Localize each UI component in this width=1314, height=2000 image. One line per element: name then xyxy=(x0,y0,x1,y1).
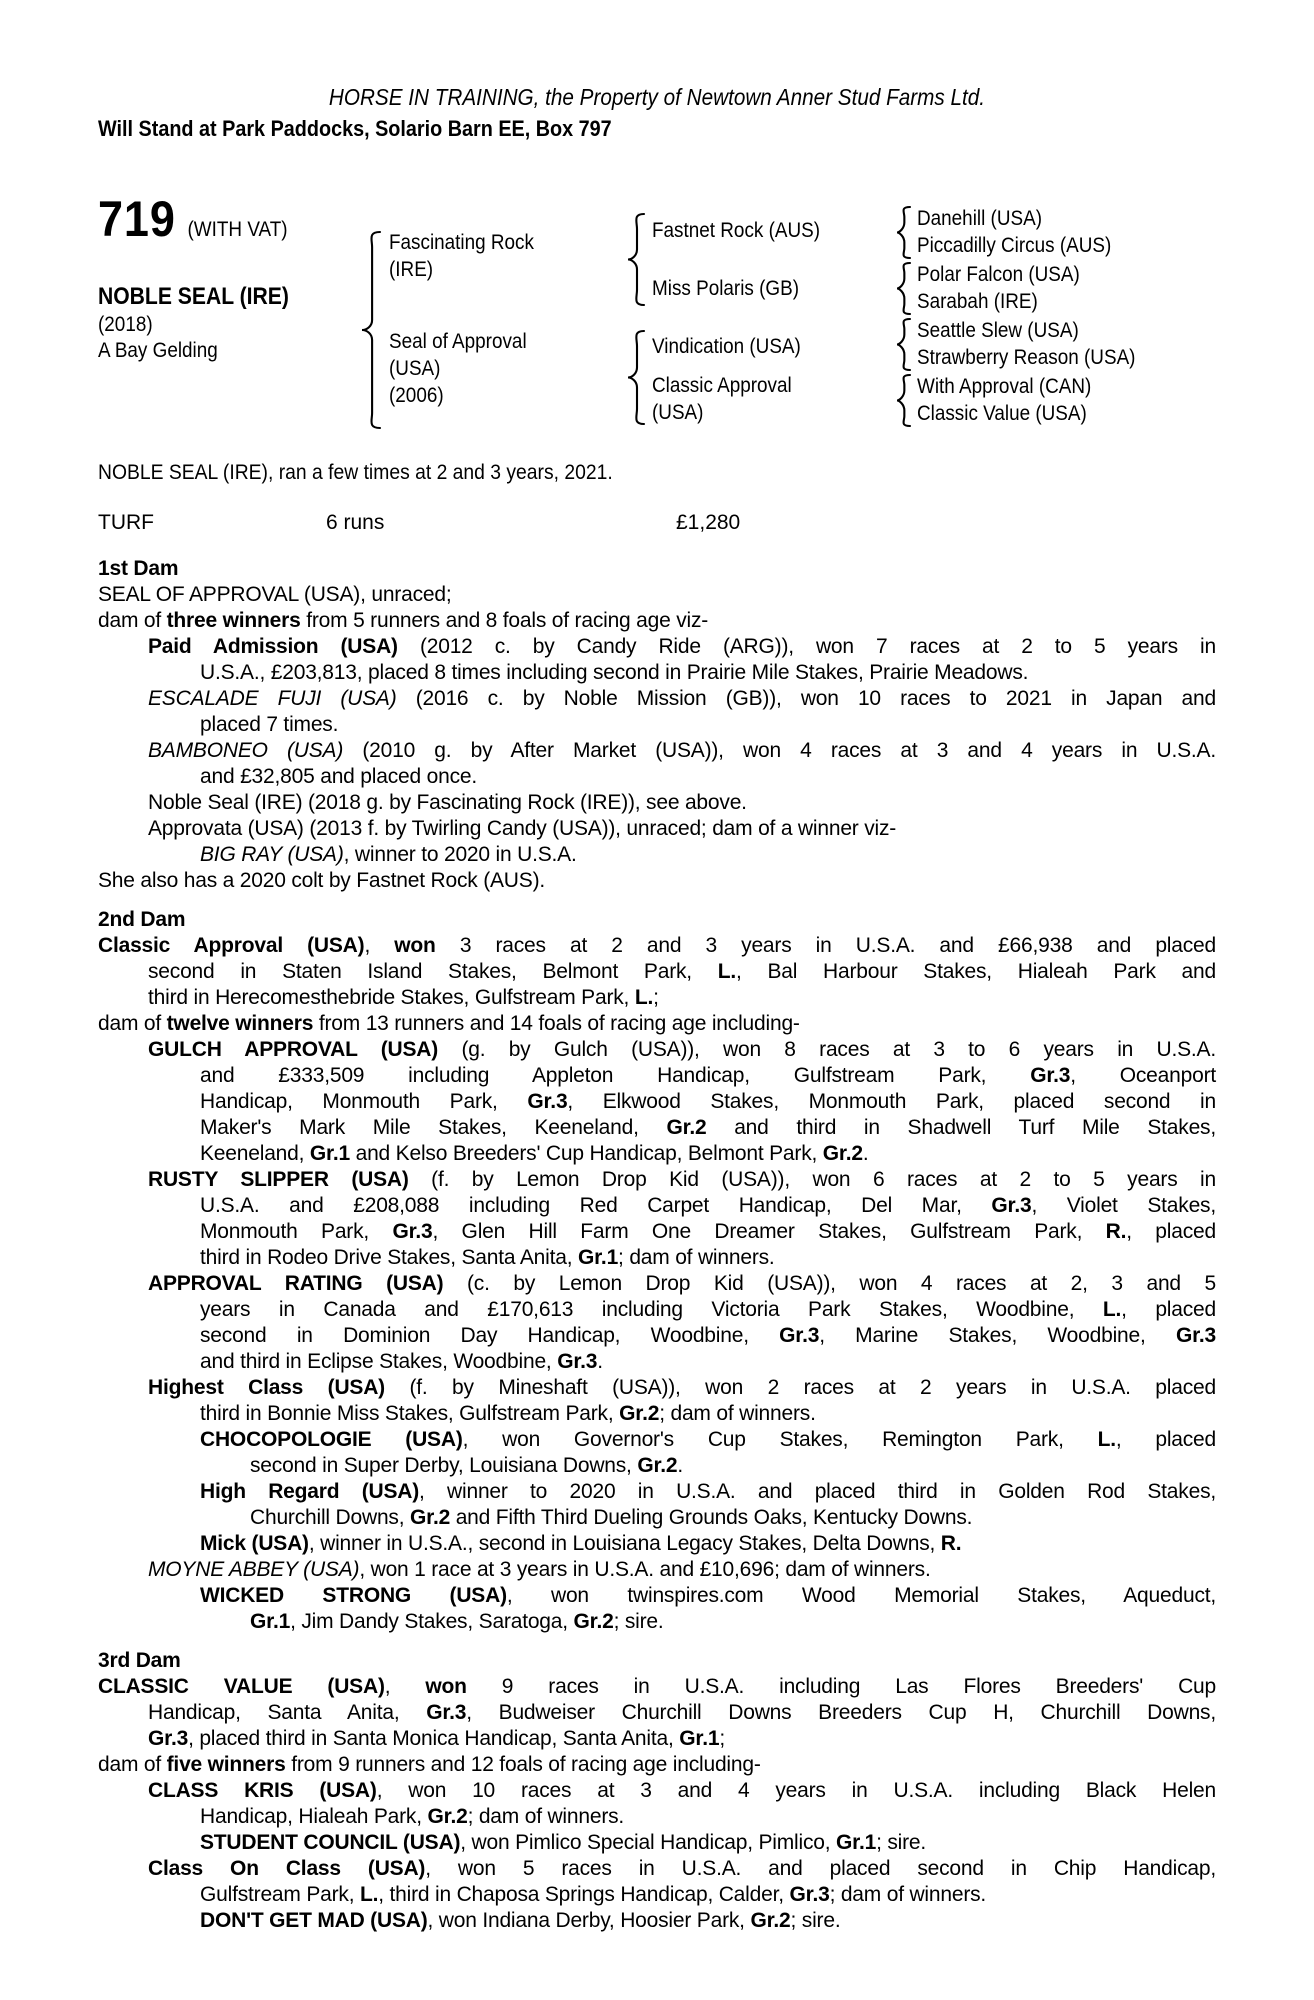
pedigree-text-line: Paid Admission (USA) (2012 c. by Candy Ride (ARG)), won 7 races at 2 to 5 years in xyxy=(148,635,1216,658)
pedigree-text-line: Gulfstream Park, L., third in Chaposa Springs Handicap, Calder, Gr.3; dam of winners. xyxy=(200,1883,987,1906)
pedigree-text-line: and £32,805 and placed once. xyxy=(200,765,477,788)
runs-value: 6 runs xyxy=(326,511,385,534)
pedigree-brace xyxy=(895,373,912,428)
horse-name: NOBLE SEAL (IRE) xyxy=(98,283,289,310)
dam-section xyxy=(98,556,1216,894)
pedigree-text-line: second in Staten Island Stakes, Belmont Park, L., Bal Harbour Stakes, Hialeah Park and xyxy=(148,960,1216,983)
granddam-paternal xyxy=(652,275,799,302)
vat-note: (WITH VAT) xyxy=(187,218,288,241)
property-line: HORSE IN TRAINING, the Property of Newtown Anner Stud Farms Ltd. xyxy=(328,84,986,110)
pedigree-text-line: third in Rodeo Drive Stakes, Santa Anita, Gr.1; dam of winners. xyxy=(200,1246,775,1269)
pedigree-text-line: Class On Class (USA), won 5 races in U.S.A. and placed second in Chip Handicap, xyxy=(148,1857,1216,1880)
pedigree-text-line: Noble Seal (IRE) (2018 g. by Fascinating Rock (IRE)), see above. xyxy=(148,791,747,814)
pedigree-text-line: Handicap, Monmouth Park, Gr.3, Elkwood Stakes, Monmouth Park, placed second in xyxy=(200,1090,1217,1113)
pedigree-text-line: U.S.A. and £208,088 including Red Carpet Handicap, Del Mar, Gr.3, Violet Stakes, xyxy=(200,1194,1216,1217)
pedigree-text-line: second in Dominion Day Handicap, Woodbine, Gr.3, Marine Stakes, Woodbine, Gr.3 xyxy=(200,1324,1216,1347)
pedigree-text-line: placed 7 times. xyxy=(200,713,339,736)
pedigree-text-line: She also has a 2020 colt by Fastnet Rock (AUS). xyxy=(98,869,545,892)
pedigree-text-line: Handicap, Santa Anita, Gr.3, Budweiser Churchill Downs Breeders Cup H, Churchill Downs, xyxy=(148,1701,1216,1724)
pedigree-text-line: Gr.3, placed third in Santa Monica Handicap, Santa Anita, Gr.1; xyxy=(148,1727,725,1750)
lot-number: 719 xyxy=(98,191,176,247)
ancestor-name-line: Vindication (USA) xyxy=(652,335,801,358)
dam-name xyxy=(389,328,527,409)
granddam-maternal xyxy=(652,372,792,426)
pedigree-brace xyxy=(895,317,912,372)
stand-location-line: Will Stand at Park Paddocks, Solario Barn EE, Box 797 xyxy=(98,116,612,141)
ancestor-name-line: Sarabah (IRE) xyxy=(917,290,1038,313)
ancestor-name-line: Miss Polaris (GB) xyxy=(652,277,800,300)
pedigree-text-line: Maker's Mark Mile Stakes, Keeneland, Gr.2 and third in Shadwell Turf Mile Stakes, xyxy=(200,1116,1216,1139)
pedigree-text-line: and third in Eclipse Stakes, Woodbine, Gr.3. xyxy=(200,1350,603,1373)
pedigree-text-line: Classic Approval (USA), won 3 races at 2 and 3 years in U.S.A. and £66,938 and placed xyxy=(98,934,1216,957)
pedigree-text-line: second in Super Derby, Louisiana Downs, Gr.2. xyxy=(250,1454,684,1477)
pedigree-brace xyxy=(895,261,912,316)
ancestor-name-line: Classic Value (USA) xyxy=(917,402,1087,425)
pedigree-text-line: ESCALADE FUJI (USA) (2016 c. by Noble Mission (GB)), won 10 races to 2021 in Japan and xyxy=(148,687,1216,710)
pedigree-brace xyxy=(895,205,912,260)
great-grandparents-pair-2 xyxy=(917,261,1080,315)
grandsire-maternal xyxy=(652,333,801,360)
ancestor-name-line: (USA) xyxy=(389,357,441,380)
pedigree-text-line: GULCH APPROVAL (USA) (g. by Gulch (USA)), won 8 races at 3 to 6 years in U.S.A. xyxy=(148,1038,1216,1061)
pedigree-text-line: CLASS KRIS (USA), won 10 races at 3 and 4 years in U.S.A. including Black Helen xyxy=(148,1779,1217,1802)
surface-label: TURF xyxy=(98,511,154,534)
pedigree-text-line: years in Canada and £170,613 including Victoria Park Stakes, Woodbine, L., placed xyxy=(200,1298,1216,1321)
ancestor-name-line: Seal of Approval xyxy=(389,330,527,353)
pedigree-text-line: Churchill Downs, Gr.2 and Fifth Third Dueling Grounds Oaks, Kentucky Downs. xyxy=(250,1506,973,1529)
ancestor-name-line: (USA) xyxy=(652,401,704,424)
great-grandparents-pair-1 xyxy=(917,205,1111,259)
pedigree-text-line: WICKED STRONG (USA), won twinspires.com Wood Memorial Stakes, Aqueduct, xyxy=(200,1584,1217,1607)
dam-section xyxy=(98,1648,1216,1934)
sire-name xyxy=(389,229,534,283)
ancestor-name-line: With Approval (CAN) xyxy=(917,375,1092,398)
ancestor-name-line: Piccadilly Circus (AUS) xyxy=(917,234,1112,257)
pedigree-text-line: and £333,509 including Appleton Handicap, Gulfstream Park, Gr.3, Oceanport xyxy=(200,1064,1217,1087)
lot-header xyxy=(98,191,288,247)
ancestor-name-line: (IRE) xyxy=(389,258,434,281)
race-record-row xyxy=(98,511,858,537)
pedigree-text-line: dam of twelve winners from 13 runners and 14 foals of racing age including- xyxy=(98,1012,800,1035)
ancestor-name-line: Fascinating Rock xyxy=(389,231,534,254)
pedigree-text-line: U.S.A., £203,813, placed 8 times including second in Prairie Mile Stakes, Prairie Meadows. xyxy=(200,661,1029,684)
grandsire-paternal xyxy=(652,217,820,244)
race-summary-line: NOBLE SEAL (IRE), ran a few times at 2 and 3 years, 2021. xyxy=(98,461,613,484)
pedigree-text-line: Highest Class (USA) (f. by Mineshaft (USA)), won 2 races at 2 years in U.S.A. placed xyxy=(148,1376,1216,1399)
pedigree-text-line: Gr.1, Jim Dandy Stakes, Saratoga, Gr.2; sire. xyxy=(250,1610,664,1633)
pedigree-text-line: BAMBONEO (USA) (2010 g. by After Market (USA)), won 4 races at 3 and 4 years in U.S.A. xyxy=(148,739,1216,762)
ancestor-name-line: (2006) xyxy=(389,384,444,407)
dam-section-heading: 1st Dam xyxy=(98,557,179,580)
pedigree-text-line: Handicap, Hialeah Park, Gr.2; dam of winners. xyxy=(200,1805,625,1828)
pedigree-text-line: BIG RAY (USA), winner to 2020 in U.S.A. xyxy=(200,843,577,866)
pedigree-text-line: dam of three winners from 5 runners and 8 foals of racing age viz- xyxy=(98,609,709,632)
ancestor-name-line: Seattle Slew (USA) xyxy=(917,319,1079,342)
pedigree-text-line: RUSTY SLIPPER (USA) (f. by Lemon Drop Kid (USA)), won 6 races at 2 to 5 years in xyxy=(148,1168,1216,1191)
dam-section-heading: 3rd Dam xyxy=(98,1649,181,1672)
foal-year: (2018) xyxy=(98,313,153,336)
pedigree-text-line: MOYNE ABBEY (USA), won 1 race at 3 years in U.S.A. and £10,696; dam of winners. xyxy=(148,1558,931,1581)
great-grandparents-pair-3 xyxy=(917,317,1135,371)
pedigree-text-line: DON'T GET MAD (USA), won Indiana Derby, Hoosier Park, Gr.2; sire. xyxy=(200,1909,841,1932)
pedigree-brace xyxy=(360,230,382,430)
pedigree-brace xyxy=(626,329,646,426)
pedigree-text-line: STUDENT COUNCIL (USA), won Pimlico Special Handicap, Pimlico, Gr.1; sire. xyxy=(200,1831,927,1854)
pedigree-text-line: dam of five winners from 9 runners and 12 foals of racing age including- xyxy=(98,1753,761,1776)
pedigree-text-line: High Regard (USA), winner to 2020 in U.S.A. and placed third in Golden Rod Stakes, xyxy=(200,1480,1217,1503)
pedigree-text-line: CLASSIC VALUE (USA), won 9 races in U.S.A. including Las Flores Breeders' Cup xyxy=(98,1675,1217,1698)
ancestor-name-line: Polar Falcon (USA) xyxy=(917,263,1080,286)
pedigree-text-line: Mick (USA), winner in U.S.A., second in Louisiana Legacy Stakes, Delta Downs, R. xyxy=(200,1532,962,1555)
pedigree-text-line: third in Herecomesthebride Stakes, Gulfstream Park, L.; xyxy=(148,986,659,1009)
pedigree-text-line: Approvata (USA) (2013 f. by Twirling Candy (USA)), unraced; dam of a winner viz- xyxy=(148,817,897,840)
earnings-value: £1,280 xyxy=(676,511,741,534)
pedigree-text-line: third in Bonnie Miss Stakes, Gulfstream Park, Gr.2; dam of winners. xyxy=(200,1402,816,1425)
pedigree-text-line: Keeneland, Gr.1 and Kelso Breeders' Cup Handicap, Belmont Park, Gr.2. xyxy=(200,1142,869,1165)
great-grandparents-pair-4 xyxy=(917,373,1091,427)
ancestor-name-line: Fastnet Rock (AUS) xyxy=(652,219,821,242)
horse-description: A Bay Gelding xyxy=(98,339,218,362)
pedigree-details xyxy=(98,556,1216,1934)
pedigree-text-line: APPROVAL RATING (USA) (c. by Lemon Drop Kid (USA)), won 4 races at 2, 3 and 5 xyxy=(148,1272,1216,1295)
dam-section-heading: 2nd Dam xyxy=(98,908,186,931)
ancestor-name-line: Strawberry Reason (USA) xyxy=(917,346,1136,369)
pedigree-text-line: SEAL OF APPROVAL (USA), unraced; xyxy=(98,583,452,606)
pedigree-text-line: CHOCOPOLOGIE (USA), won Governor's Cup Stakes, Remington Park, L., placed xyxy=(200,1428,1217,1451)
pedigree-brace xyxy=(626,212,646,307)
ancestor-name-line: Classic Approval xyxy=(652,374,792,397)
pedigree-text-line: Monmouth Park, Gr.3, Glen Hill Farm One Dreamer Stakes, Gulfstream Park, R., placed xyxy=(200,1220,1216,1243)
dam-section xyxy=(98,907,1216,1635)
ancestor-name-line: Danehill (USA) xyxy=(917,207,1043,230)
